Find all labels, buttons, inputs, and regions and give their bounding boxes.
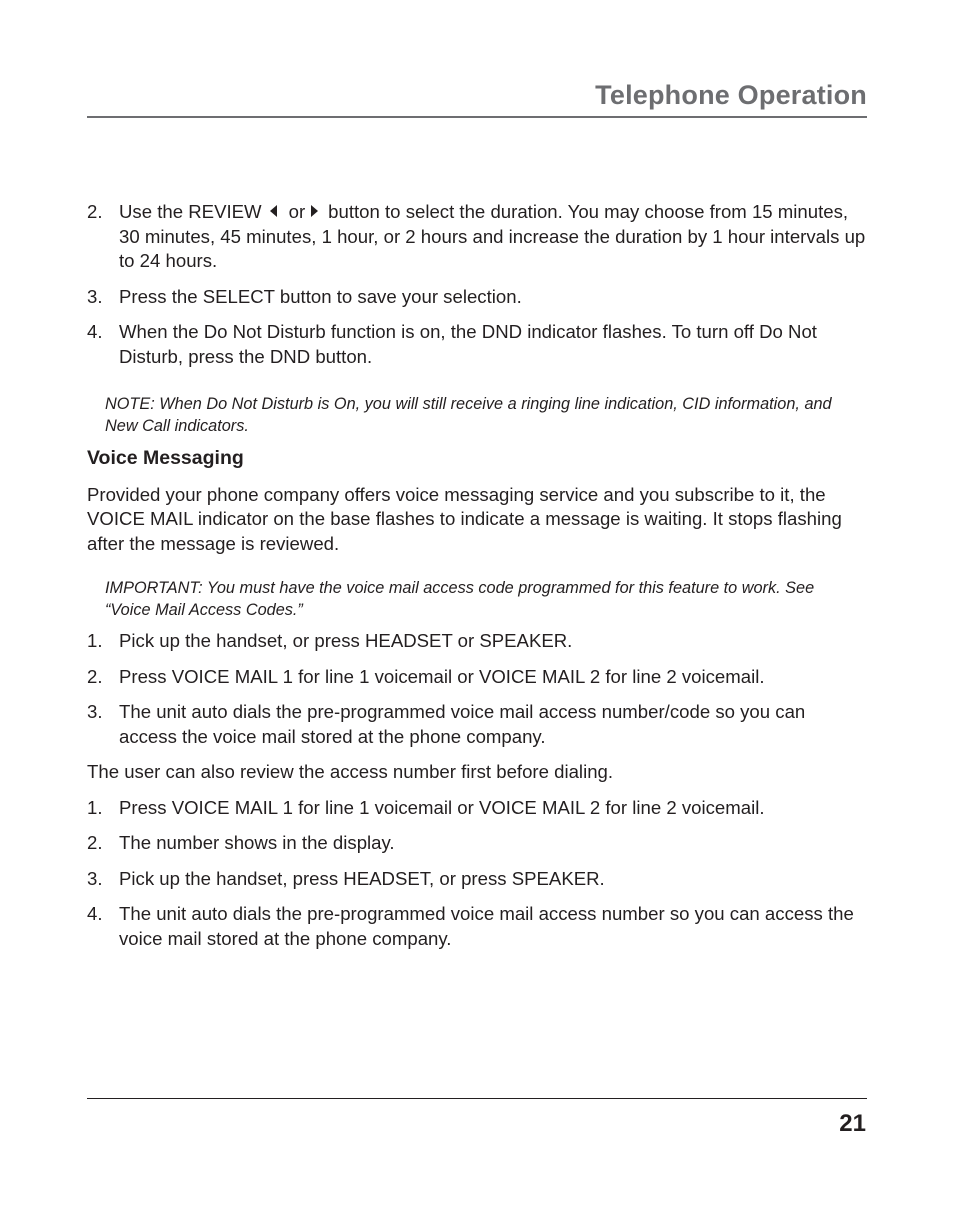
step-number: 2. [87,665,103,687]
step-number: 2. [87,201,103,222]
step-text: Press the SELECT button to save your selection. [119,285,522,307]
step-number: 1. [87,796,103,818]
page-header-title: Telephone Operation [595,80,867,110]
step-number: 3. [87,285,103,307]
right-triangle-icon [311,205,318,217]
review-access-number-text: The user can also review the access number first before dialing. [87,761,614,782]
step-text-before: Use the REVIEW [119,201,262,222]
step-number: 4. [87,903,103,924]
step-text: Press VOICE MAIL 1 for line 1 voicemail or VOICE MAIL 2 for line 2 voicemail. [119,665,765,687]
step-text: Pick up the handset, press HEADSET, or press SPEAKER. [119,867,605,889]
voicemail-step-b1 [87,796,867,821]
step-text: When the Do Not Disturb function is on, the DND indicator flashes. To turn off Do Not Disturb, press the DND button. [119,321,817,367]
step-text: The unit auto dials the pre-programmed voice mail access number so you can access the voice mail stored at the phone company. [119,903,854,949]
page-number: 21 [839,1110,866,1137]
step-number: 1. [87,630,103,651]
header-divider [87,116,867,118]
voicemail-step-a2 [87,665,867,690]
voicemail-step-b4 [87,902,867,951]
step-number: 3. [87,701,103,722]
step-text-between: or [288,201,306,222]
voicemail-step-a3 [87,700,867,749]
page-content [87,200,867,962]
step-number: 4. [87,321,103,342]
step-text-after: button to select the duration. You may choose from 15 minutes, 30 minutes, 45 minutes, 1 hour, or 2 hours and increase the duration by 1 hour intervals up to 24 hours. [119,201,866,271]
section-heading-voice-messaging: Voice Messaging [87,447,244,469]
step-text: The unit auto dials the pre-programmed voice mail access number/code so you can access the voice mail stored at the phone company. [119,701,806,747]
voice-messaging-intro: Provided your phone company offers voice messaging service and you subscribe to it, the VOICE MAIL indicator on the base flashes to indicate a message is waiting. It stops flashing after the message is reviewed. [87,483,842,554]
voicemail-step-b3 [87,867,867,892]
important-note: IMPORTANT: You must have the voice mail access code programmed for this feature to work. See “Voice Mail Access Codes.” [105,579,815,619]
voicemail-step-b2 [87,831,867,856]
left-triangle-icon [270,205,277,217]
voicemail-step-a1 [87,629,867,654]
dnd-note: NOTE: When Do Not Disturb is On, you will still receive a ringing line indication, CID information, and New Call indicators. [105,395,832,435]
dnd-step-3 [87,285,867,310]
step-text: Pick up the handset, or press HEADSET or SPEAKER. [119,630,573,651]
step-number: 3. [87,867,103,889]
step-text: The number shows in the display. [119,832,395,853]
dnd-step-2 [87,200,867,274]
footer-divider [87,1098,867,1099]
dnd-step-4 [87,320,867,369]
step-number: 2. [87,832,103,853]
step-text: Press VOICE MAIL 1 for line 1 voicemail or VOICE MAIL 2 for line 2 voicemail. [119,796,765,818]
